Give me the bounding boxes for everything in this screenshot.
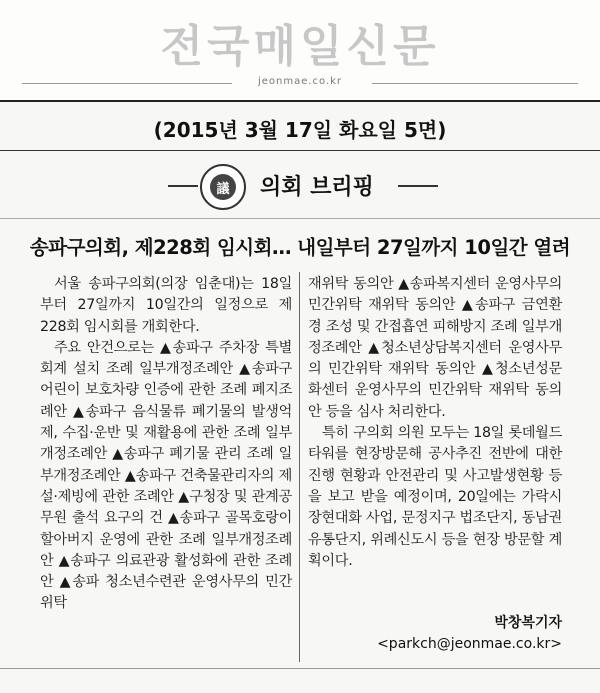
- section-bar-right: [398, 185, 438, 187]
- section-label: 의회 브리핑: [260, 175, 374, 200]
- divider-bottom: [0, 668, 600, 669]
- byline: 박창복기자: [494, 615, 562, 631]
- masthead: [0, 0, 600, 102]
- paragraph: 재위탁 동의안 ▲송파복지센터 운영사무의 민간위탁 재위탁 동의안 ▲송파구 금연환경 조성 및 간접흡연 피해방지 조례 일부개정조례안 ▲청소년상담복지센터 운영사무의 민간위탁 재위탁 동의안 ▲청소년성문화센터 운영사무의 민간위탁 재위탁 동의안 등을 심사 처리한다.: [308, 276, 562, 420]
- newspaper-url: jeonmae.co.kr: [257, 76, 343, 87]
- paragraph: 서울 송파구의회(의장 임춘대)는 18일부터 27일까지 10일간의 일정으로 제228회 임시회를 개회한다.: [40, 276, 292, 335]
- council-seal-icon: [200, 164, 246, 210]
- divider-top: [0, 150, 600, 151]
- article-column-right: [308, 274, 562, 572]
- reporter-email: <parkch@jeonmae.co.kr>: [377, 636, 562, 652]
- dateline: (2015년 3월 17일 화요일 5면): [153, 118, 447, 142]
- article-column-left: [40, 274, 292, 615]
- article-headline: 송파구의회, 제228회 임시회… 내일부터 27일까지 10일간 열려: [29, 236, 571, 259]
- paragraph: 특히 구의회 의원 모두는 18일 롯데월드타워를 현장방문해 공사추진 전반에 대한 진행 현황과 안전관리 및 사고발생현황 등을 보고 받을 예정이며, 20일에는 가락시장현대화 사업, 문정지구 법조단지, 동남권 유통단지, 위례신도시 등을 현장 방문할 계획이다.: [308, 425, 562, 569]
- section-header: [168, 164, 438, 208]
- column-divider: [299, 272, 300, 662]
- seal-glyph: 議: [210, 174, 236, 200]
- newspaper-title: 전국매일신문: [160, 21, 440, 72]
- divider-mid: [0, 218, 600, 219]
- paragraph: 주요 안건으로는 ▲송파구 주차장 특별회계 설치 조례 일부개정조례안 ▲송파구 어린이 보호차량 인증에 관한 조례 폐지조례안 ▲송파구 음식물류 폐기물의 발생억제, 수집·운반 및 재활용에 관한 조례 일부개정조례안 ▲송파구 폐기물 관리 조례 일부개정조례안 ▲송파구 건축물관리자의 제설·제빙에 관한 조례안 ▲구청장 및 관계공무원 출석 요구의 건 ▲송파구 골목호랑이할아버지 운영에 관한 조례 일부개정조례안 ▲송파구 의료관광 활성화에 관한 조례안 ▲송파 청소년수련관 운영사무의 민간위탁: [40, 339, 292, 612]
- section-bar-left: [168, 185, 198, 187]
